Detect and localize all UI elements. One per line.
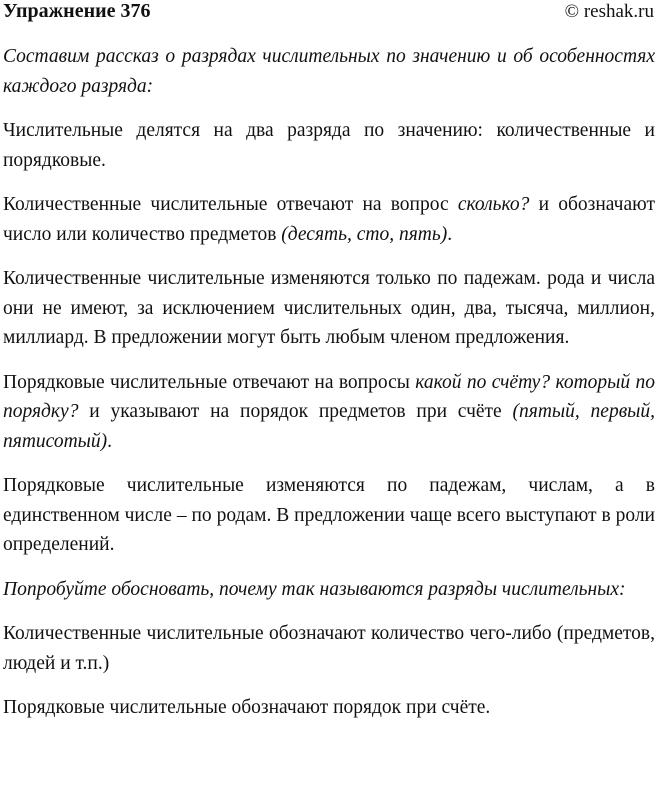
- text: .: [107, 430, 112, 452]
- text: .: [447, 223, 453, 245]
- document-body: [0, 42, 658, 723]
- italic-text: Составим рассказ о разрядах числительных по значению и об особенностях каждого разряда:: [3, 46, 655, 97]
- text: Порядковые числительные изменяются по падежам, числам, а в единственном числе – по родам. В предложении чаще всего выступают в роли определений.: [3, 475, 655, 555]
- text: Порядковые числительные отвечают на вопросы: [3, 371, 416, 393]
- paragraph: [3, 116, 655, 175]
- paragraph: [3, 42, 655, 101]
- page-header: [0, 0, 658, 26]
- italic-text: (десять, сто, пять): [281, 223, 448, 245]
- text: и указывают на порядок предметов при счёте: [78, 401, 513, 422]
- text: Числительные делятся на два разряда по значению: количественные и порядковые.: [3, 120, 655, 171]
- paragraph: [3, 190, 655, 249]
- site-watermark: © reshak.ru: [564, 1, 654, 22]
- exercise-title: Упражнение 376: [3, 0, 151, 22]
- text: Порядковые числительные обозначают порядок при счёте.: [3, 697, 491, 718]
- paragraph: [3, 368, 655, 457]
- text: и обозначают число или количество предметов: [3, 194, 655, 245]
- paragraph: [3, 575, 655, 605]
- italic-text: какой по счёту? который по порядку?: [3, 371, 655, 422]
- text: Количественные числительные обозначают количество чего-либо (предметов, людей и т.п.): [3, 623, 655, 674]
- italic-text: сколько?: [457, 194, 530, 215]
- italic-text: (пятый, первый, пятисотый): [3, 401, 655, 452]
- text: Количественные числительные отвечают на вопрос: [3, 194, 458, 215]
- paragraph: [3, 264, 655, 353]
- paragraph: [3, 619, 655, 678]
- text: Количественные числительные изменяются только по падежам. рода и числа они не имеют, за исключением числительных один, два, тысяча, миллион, миллиард. В предложении могут быть любым членом предложения.: [3, 268, 655, 348]
- paragraph: [3, 693, 655, 723]
- paragraph: [3, 471, 655, 560]
- italic-text: Попробуйте обосновать, почему так называются разряды числительных:: [3, 578, 626, 600]
